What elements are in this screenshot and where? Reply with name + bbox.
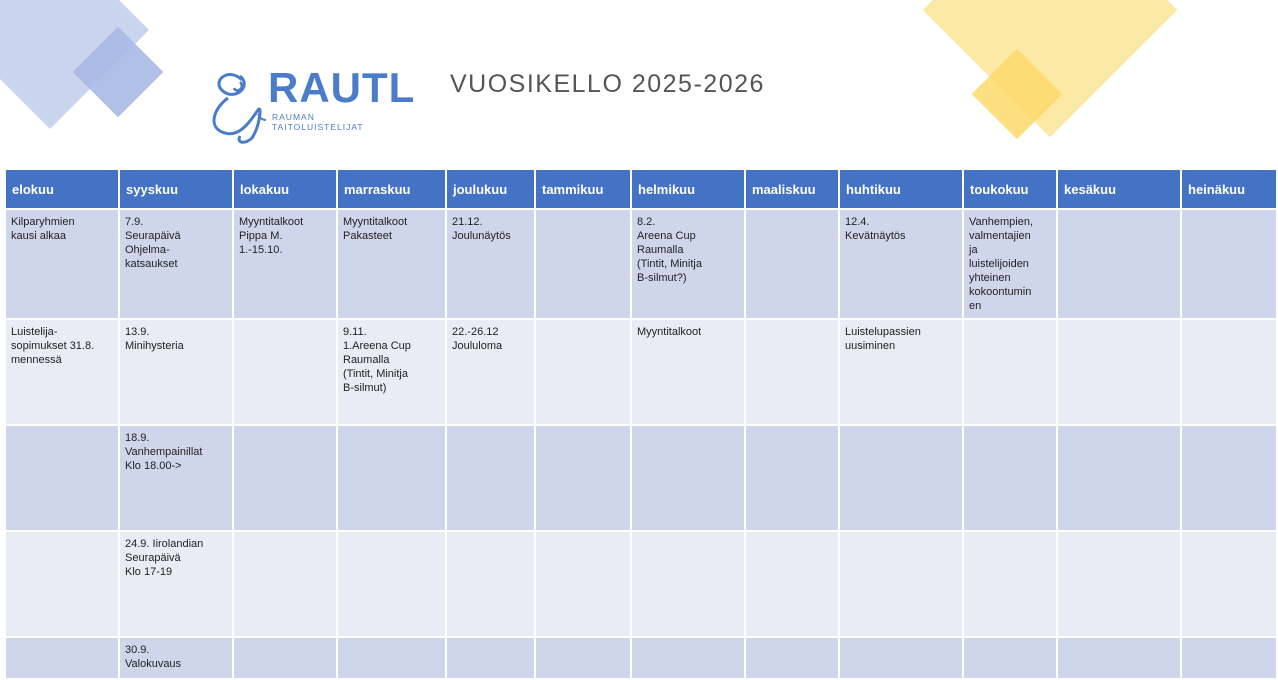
event-text: 7.9. Seurapäivä Ohjelma- katsaukset (125, 216, 181, 270)
month-header: kesäkuu (1058, 170, 1180, 208)
logo-wordmark: RAUTL (268, 64, 416, 111)
event-text: Myyntitalkoot Pakasteet (343, 216, 408, 242)
event-cell (840, 320, 962, 424)
event-cell (120, 638, 232, 678)
month-header: huhtikuu (840, 170, 962, 208)
year-calendar-table (4, 168, 1278, 680)
event-text: 24.9. Iirolandian Seurapäivä Klo 17-19 (125, 538, 204, 578)
event-cell (120, 320, 232, 424)
event-cell (632, 210, 744, 318)
event-cell (536, 638, 630, 678)
event-cell (120, 532, 232, 636)
event-text: 8.2. Areena Cup Raumalla (Tintit, Minitja B-silmut?) (637, 216, 702, 284)
month-header: toukokuu (964, 170, 1056, 208)
event-cell (1182, 320, 1276, 424)
event-cell (1182, 532, 1276, 636)
month-header: marraskuu (338, 170, 445, 208)
event-cell (120, 210, 232, 318)
page-title: VUOSIKELLO 2025-2026 (450, 70, 765, 98)
month-header: heinäkuu (1182, 170, 1276, 208)
table-row (6, 426, 1276, 530)
event-text: 9.11. 1.Areena Cup Raumalla (Tintit, Minitja B-silmut) (343, 326, 411, 394)
event-cell (447, 532, 534, 636)
table-row (6, 638, 1276, 678)
month-header: syyskuu (120, 170, 232, 208)
table-row (6, 532, 1276, 636)
event-cell (1058, 638, 1180, 678)
event-text: 21.12. Joulunäytös (452, 216, 511, 242)
event-cell (338, 426, 445, 530)
event-text: Luistelija- sopimukset 31.8. mennessä (11, 326, 95, 366)
event-text: 13.9. Minihysteria (125, 326, 184, 352)
decor-yellow-square-large (923, 0, 1178, 137)
table-row (6, 320, 1276, 424)
month-header: helmikuu (632, 170, 744, 208)
event-cell (338, 638, 445, 678)
event-text: Kilparyhmien kausi alkaa (11, 216, 75, 242)
event-cell (1058, 320, 1180, 424)
event-text: Vanhempien, valmentajien ja luistelijoiden yhteinen kokoontumin en (969, 216, 1034, 312)
event-cell (447, 638, 534, 678)
event-cell (964, 638, 1056, 678)
event-cell (234, 426, 336, 530)
month-header: lokakuu (234, 170, 336, 208)
event-cell (447, 426, 534, 530)
event-cell (632, 532, 744, 636)
event-cell (338, 320, 445, 424)
month-header-row (6, 170, 1276, 208)
event-text: 12.4. Kevätnäytös (845, 216, 906, 242)
event-cell (632, 320, 744, 424)
event-cell (632, 638, 744, 678)
event-cell (746, 320, 838, 424)
event-cell (6, 210, 118, 318)
event-cell (234, 210, 336, 318)
event-cell (1182, 210, 1276, 318)
event-cell (536, 426, 630, 530)
event-cell (6, 320, 118, 424)
table-row (6, 210, 1276, 318)
event-text: Luistelupassien uusiminen (845, 326, 921, 352)
event-cell (746, 210, 838, 318)
event-cell (1182, 426, 1276, 530)
event-cell (1058, 210, 1180, 318)
month-header: joulukuu (447, 170, 534, 208)
event-cell (746, 638, 838, 678)
event-cell (6, 638, 118, 678)
event-cell (746, 426, 838, 530)
event-cell (746, 532, 838, 636)
event-text: 22.-26.12 Joululoma (452, 326, 503, 352)
event-text: Myyntitalkoot (637, 326, 702, 338)
event-cell (338, 210, 445, 318)
logo-subtitle: RAUMAN TAITOLUISTELIJAT (272, 112, 364, 132)
event-cell (964, 210, 1056, 318)
event-cell (234, 532, 336, 636)
event-cell (964, 532, 1056, 636)
event-cell (1058, 532, 1180, 636)
event-cell (234, 638, 336, 678)
event-cell (536, 320, 630, 424)
event-cell (234, 320, 336, 424)
event-cell (536, 532, 630, 636)
event-cell (447, 210, 534, 318)
event-cell (6, 426, 118, 530)
month-header: maaliskuu (746, 170, 838, 208)
event-cell (632, 426, 744, 530)
event-cell (338, 532, 445, 636)
event-cell (1058, 426, 1180, 530)
event-text: 18.9. Vanhempainillat Klo 18.00-> (125, 432, 203, 472)
event-cell (120, 426, 232, 530)
event-cell (840, 426, 962, 530)
event-text: Myyntitalkoot Pippa M. 1.-15.10. (239, 216, 304, 256)
event-cell (840, 210, 962, 318)
event-cell (964, 320, 1056, 424)
event-cell (536, 210, 630, 318)
month-header: tammikuu (536, 170, 630, 208)
club-logo (206, 58, 416, 148)
event-cell (840, 532, 962, 636)
event-cell (1182, 638, 1276, 678)
event-cell (447, 320, 534, 424)
event-cell (840, 638, 962, 678)
event-text: 30.9. Valokuvaus (125, 644, 182, 670)
event-cell (964, 426, 1056, 530)
event-cell (6, 532, 118, 636)
month-header: elokuu (6, 170, 118, 208)
